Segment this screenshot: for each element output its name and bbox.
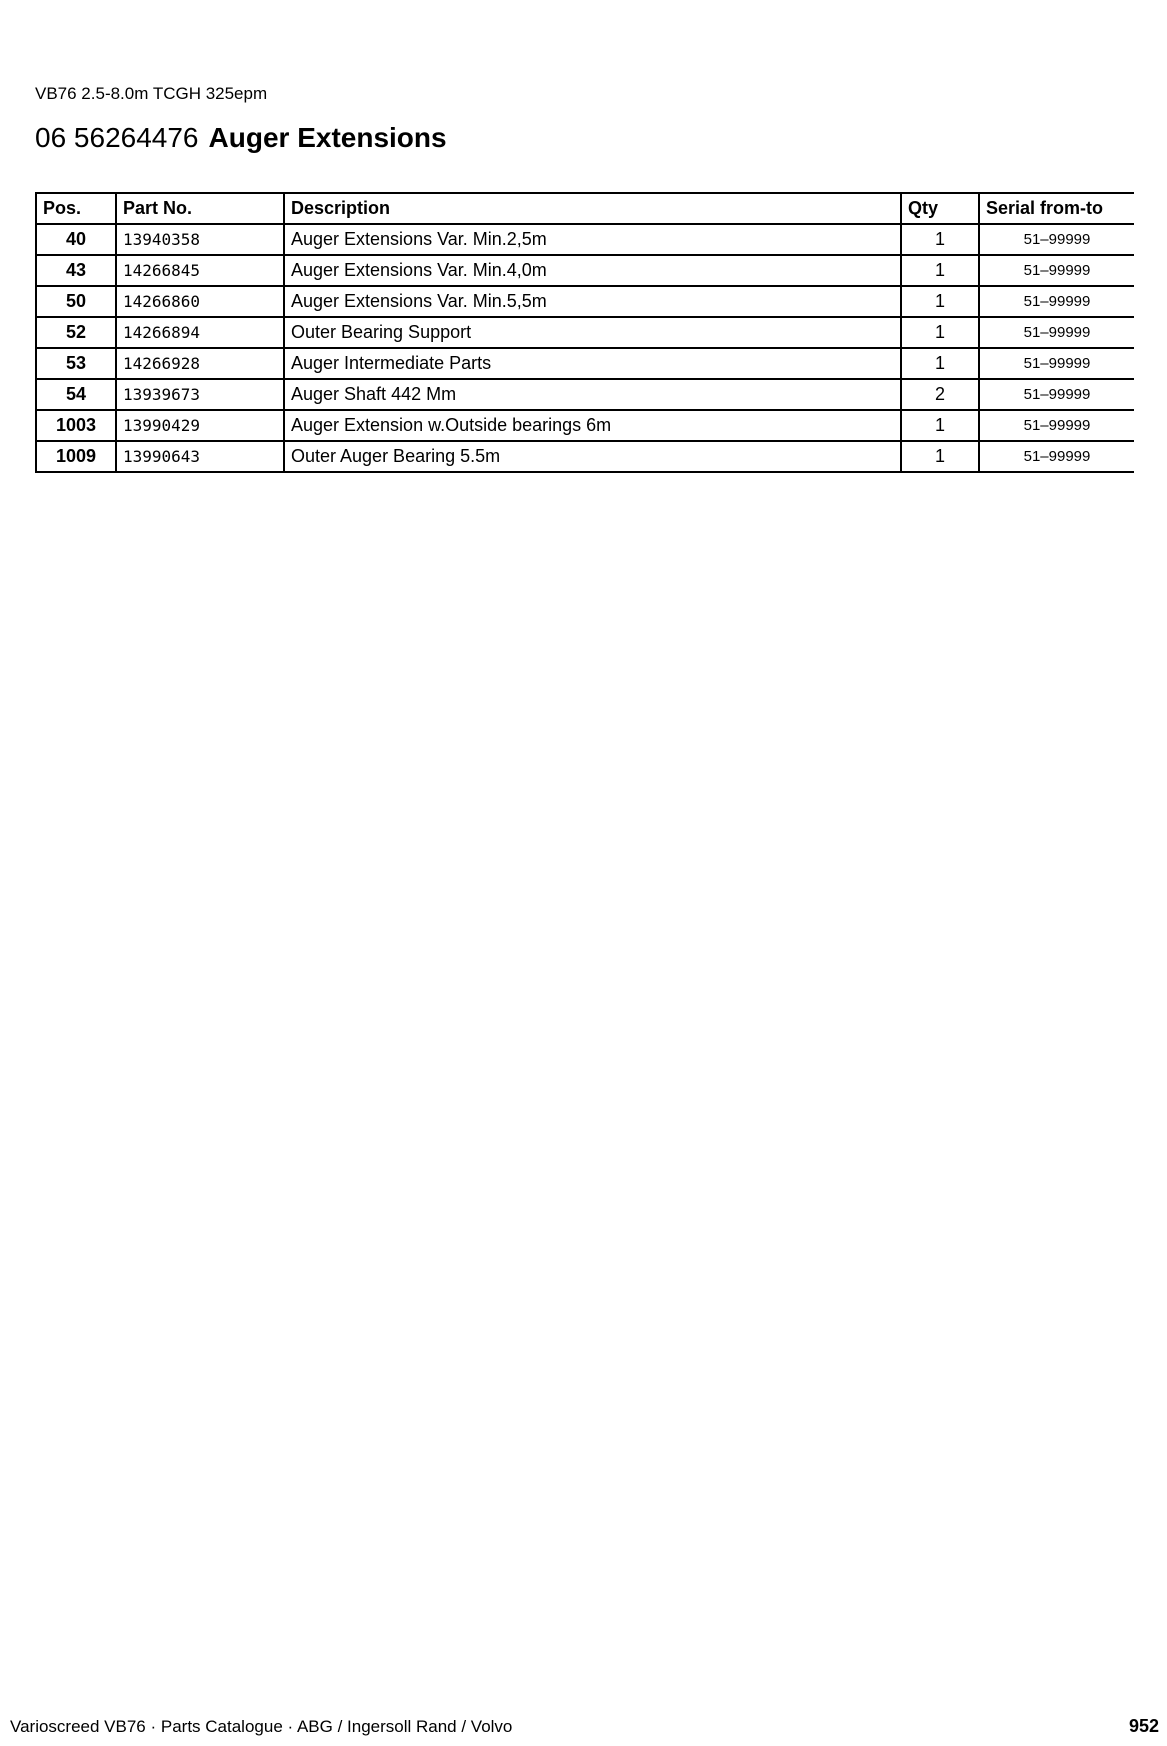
description-cell: Outer Auger Bearing 5.5m — [284, 441, 901, 472]
section-code: 06 56264476 — [35, 122, 199, 153]
table-row — [36, 224, 1134, 255]
pos-cell: 54 — [36, 379, 116, 410]
column-header-part-no: Part No. — [116, 193, 284, 224]
qty-cell: 1 — [901, 317, 979, 348]
column-header-qty: Qty — [901, 193, 979, 224]
column-header-serial: Serial from-to — [979, 193, 1134, 224]
qty-cell: 1 — [901, 348, 979, 379]
serial-cell: 51–99999 — [979, 317, 1134, 348]
description-cell: Outer Bearing Support — [284, 317, 901, 348]
qty-cell: 1 — [901, 441, 979, 472]
pos-cell: 1009 — [36, 441, 116, 472]
table-header-row — [36, 193, 1134, 224]
serial-cell: 51–99999 — [979, 441, 1134, 472]
description-cell: Auger Extensions Var. Min.2,5m — [284, 224, 901, 255]
serial-cell: 51–99999 — [979, 348, 1134, 379]
page-number: 952 — [1128, 1716, 1159, 1736]
table-row — [36, 348, 1134, 379]
column-header-description: Description — [284, 193, 901, 224]
part-number-cell: 14266845 — [116, 255, 284, 286]
pos-cell: 1003 — [36, 410, 116, 441]
table-row — [36, 441, 1134, 472]
table-row — [36, 317, 1134, 348]
table-row — [36, 410, 1134, 441]
parts-table — [35, 192, 1134, 473]
part-number-cell: 14266894 — [116, 317, 284, 348]
description-cell: Auger Intermediate Parts — [284, 348, 901, 379]
page-title — [35, 121, 447, 155]
qty-cell: 1 — [901, 410, 979, 441]
qty-cell: 1 — [901, 286, 979, 317]
table-row — [36, 286, 1134, 317]
part-number-cell: 14266860 — [116, 286, 284, 317]
description-cell: Auger Extensions Var. Min.4,0m — [284, 255, 901, 286]
part-number-cell: 13990429 — [116, 410, 284, 441]
part-number-cell: 13990643 — [116, 441, 284, 472]
pos-cell: 50 — [36, 286, 116, 317]
serial-cell: 51–99999 — [979, 410, 1134, 441]
section-name: Auger Extensions — [208, 122, 447, 153]
serial-cell: 51–99999 — [979, 255, 1134, 286]
serial-cell: 51–99999 — [979, 286, 1134, 317]
pos-cell: 53 — [36, 348, 116, 379]
part-number-cell: 13939673 — [116, 379, 284, 410]
part-number-cell: 13940358 — [116, 224, 284, 255]
description-cell: Auger Shaft 442 Mm — [284, 379, 901, 410]
pos-cell: 52 — [36, 317, 116, 348]
serial-cell: 51–99999 — [979, 379, 1134, 410]
table-row — [36, 255, 1134, 286]
serial-cell: 51–99999 — [979, 224, 1134, 255]
qty-cell: 1 — [901, 255, 979, 286]
pos-cell: 43 — [36, 255, 116, 286]
qty-cell: 1 — [901, 224, 979, 255]
description-cell: Auger Extensions Var. Min.5,5m — [284, 286, 901, 317]
machine-subtitle: VB76 2.5-8.0m TCGH 325epm — [35, 84, 268, 103]
page-footer: Varioscreed VB76 · Parts Catalogue · ABG / Ingersoll Rand / Volvo — [10, 1717, 513, 1736]
column-header-pos: Pos. — [36, 193, 116, 224]
pos-cell: 40 — [36, 224, 116, 255]
description-cell: Auger Extension w.Outside bearings 6m — [284, 410, 901, 441]
qty-cell: 2 — [901, 379, 979, 410]
table-row — [36, 379, 1134, 410]
part-number-cell: 14266928 — [116, 348, 284, 379]
